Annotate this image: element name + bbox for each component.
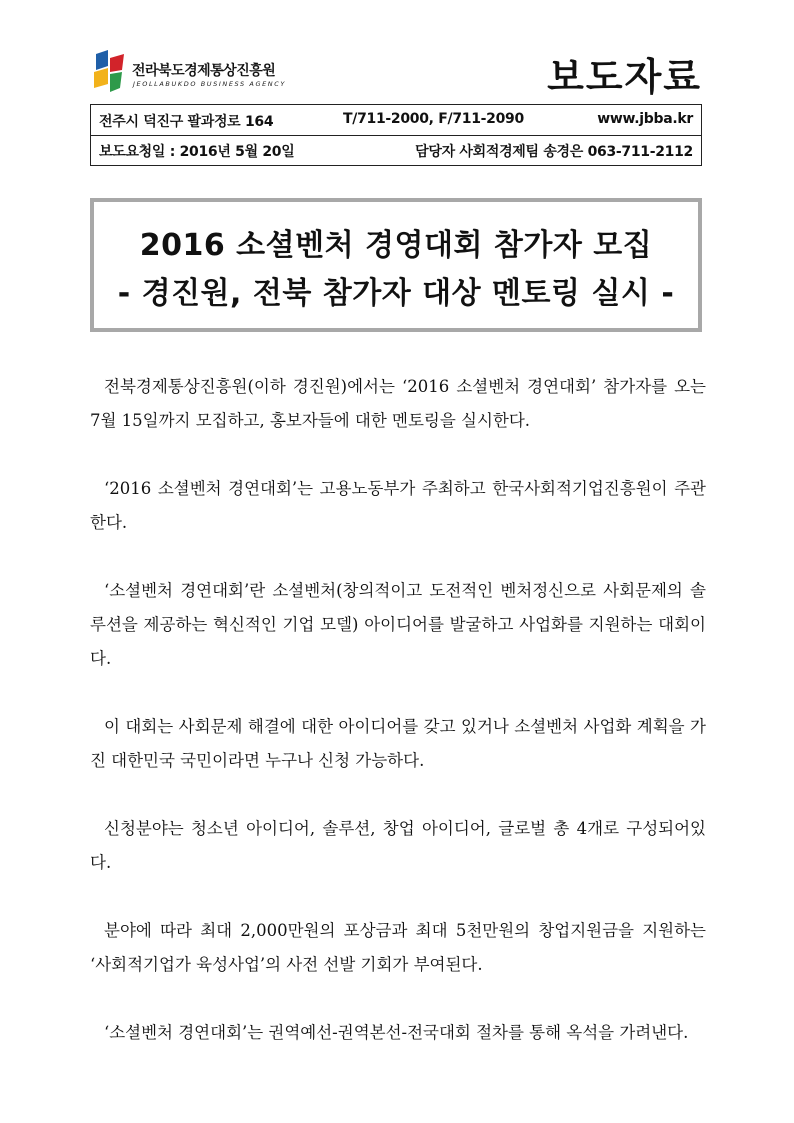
website-link[interactable]: www.jbba.kr (597, 111, 693, 127)
paragraph: ‘소셜벤처 경연대회’란 소셜벤처(창의적이고 도전적인 벤처정신으로 사회문제의 솔루션을 제공하는 혁신적인 기업 모델) 아이디어를 발굴하고 사업화를 지원하는 대회이다. (90, 581, 706, 668)
agency-logo-mark-icon (92, 50, 128, 96)
agency-logo (92, 50, 332, 100)
paragraph: 신청분야는 청소년 아이디어, 솔루션, 창업 아이디어, 글로벌 총 4개로 구성되어있다. (90, 819, 706, 872)
phone-fax-text: T/711-2000, F/711-2090 (343, 111, 524, 127)
contact-info-row (91, 105, 701, 136)
agency-name: 전라북도경제통상진흥원 (132, 63, 276, 79)
paragraph: 분야에 따라 최대 2,000만원의 포상금과 최대 5천만원의 창업지원금을 지원하는 ‘사회적기업가 육성사업’의 사전 선발 기회가 부여된다. (90, 921, 706, 974)
paragraph: 이 대회는 사회문제 해결에 대한 아이디어를 갖고 있거나 소셜벤처 사업화 계획을 가진 대한민국 국민이라면 누구나 신청 가능하다. (90, 717, 706, 770)
contact-person-text: 담당자 사회적경제팀 송경은 063-711-2112 (415, 144, 693, 160)
headline-subtitle: - 경진원, 전북 참가자 대상 멘토링 실시 - (117, 276, 675, 311)
headline-title: 2016 소셜벤처 경영대회 참가자 모집 (139, 228, 653, 263)
document-type-title: 보도자료 (547, 55, 702, 99)
contact-info-table (90, 104, 702, 166)
release-info-row (91, 135, 701, 165)
agency-name-english: JEOLLABUKDO BUSINESS AGENCY (133, 80, 286, 88)
paragraph: ‘2016 소셜벤처 경연대회’는 고용노동부가 주최하고 한국사회적기업진흥원이 주관한다. (90, 479, 706, 532)
release-date-text: 보도요청일 : 2016년 5월 20일 (99, 144, 295, 160)
headline-box (90, 198, 702, 332)
paragraph: ‘소셜벤처 경연대회’는 권역예선-권역본선-전국대회 절차를 통해 옥석을 가려낸다. (104, 1023, 689, 1042)
address-text: 전주시 덕진구 팔과정로 164 (99, 114, 274, 130)
article-body (90, 370, 706, 1084)
paragraph: 전북경제통상진흥원(이하 경진원)에서는 ‘2016 소셜벤처 경연대회’ 참가자를 오는 7월 15일까지 모집하고, 홍보자들에 대한 멘토링을 실시한다. (90, 377, 706, 430)
